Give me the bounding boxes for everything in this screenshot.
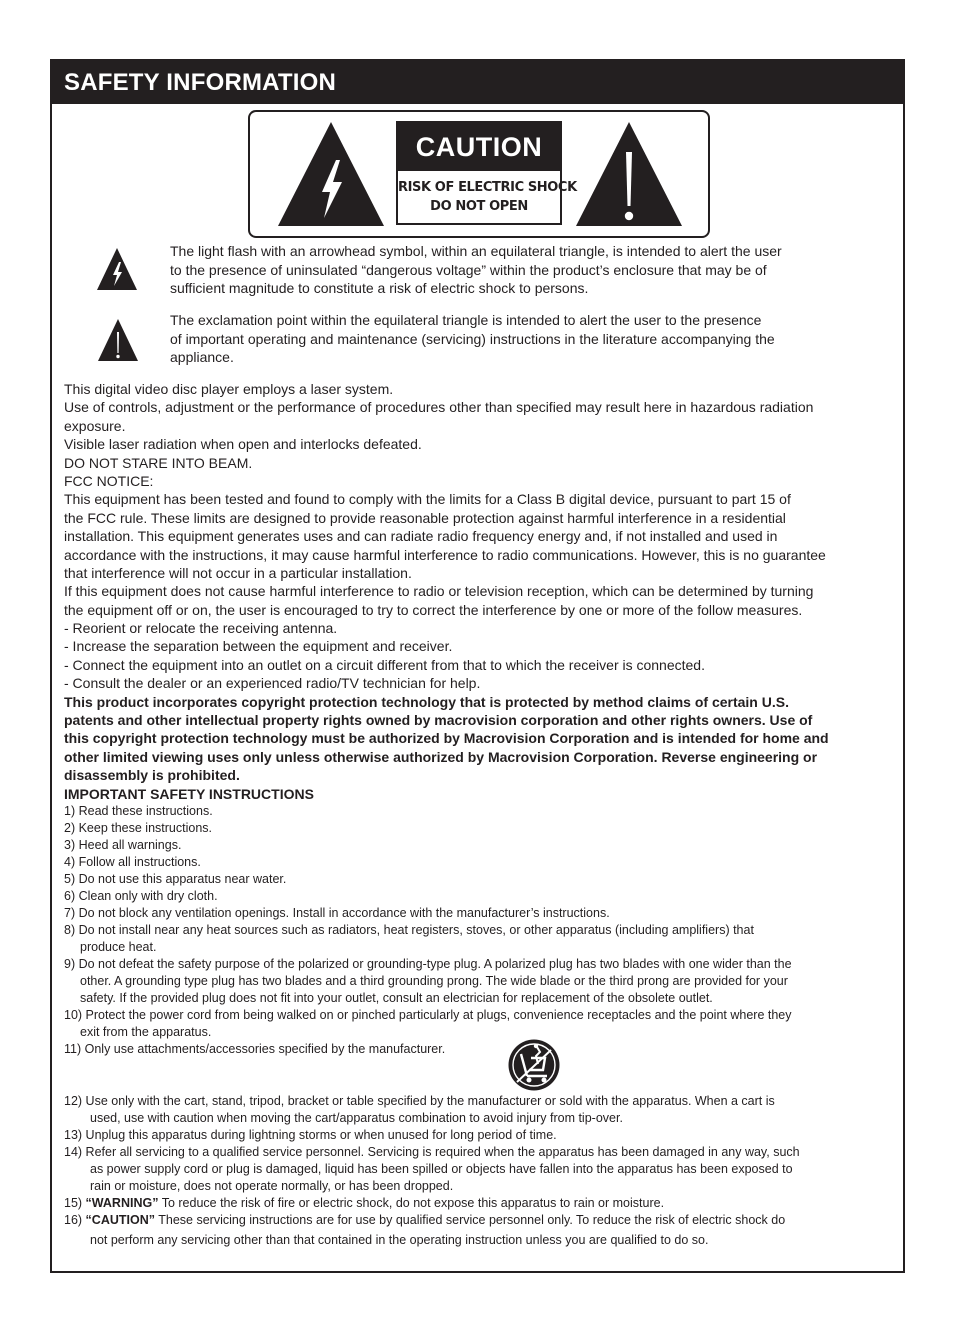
list-item: 9) Do not defeat the safety purpose of the polarized or grounding-type plug. A polarized plug has two blades with one wider than the [64,956,792,971]
list-item-continuation: as power supply cord or plug is damaged, liquid has been spilled or objects have fallen into the apparatus has been exposed to [90,1161,793,1176]
safety-information-panel [50,59,905,1273]
list-item [64,1195,904,1212]
text-line: installation. This equipment generates uses and can radiate radio frequency energy and, if not installed and used in [64,528,778,545]
spacer [64,1058,904,1093]
list-item: 2) Keep these instructions. [64,820,212,835]
item-text: These servicing instructions are for use by qualified service personnel only. To reduce the risk of electric shock do [155,1212,786,1227]
text-line: the equipment off or on, the user is encouraged to try to correct the interference by one or more of the follow measures. [64,601,803,618]
safety-body-text [64,380,904,1249]
list-item: 8) Do not install near any heat sources such as radiators, heat registers, stoves, or other apparatus (including amplifiers) that [64,922,754,937]
warning-keyword: “WARNING” [85,1195,159,1210]
text-line: sufficient magnitude to constitute a risk of electric shock to persons. [170,280,589,296]
list-item: 10) Protect the power cord from being walked on or pinched particularly at plugs, convenience receptacles and the point where they [64,1007,792,1022]
caution-title: CAUTION [398,123,560,171]
item-text: To reduce the risk of fire or electric shock, do not expose this apparatus to rain or moisture. [158,1195,665,1210]
section-header [52,61,903,104]
text-line: If this equipment does not cause harmful interference to radio or television reception, which can be determined by turning [64,583,814,600]
text-line: DO NOT STARE INTO BEAM. [64,454,253,471]
list-item: 13) Unplug this apparatus during lightning storms or when unused for long period of time. [64,1127,557,1142]
list-item: 1) Read these instructions. [64,803,213,818]
section-title: SAFETY INFORMATION [64,69,337,96]
caution-subtitle-line: DO NOT OPEN [430,199,528,214]
text-line: The light flash with an arrowhead symbol, within an equilateral triangle, is intended to alert the user [170,243,782,259]
list-item-continuation: not perform any servicing other than that contained in the operating instruction unless you are qualified to do so. [90,1232,709,1247]
text-line: the FCC rule. These limits are designed to provide reasonable protection against harmful interference in a residential [64,509,786,526]
caution-label-panel [396,121,577,225]
cart-warning-icon [507,1038,561,1092]
list-item: 4) Follow all instructions. [64,854,201,869]
exclamation-symbol-description [170,311,870,367]
lightning-triangle-icon [276,120,386,228]
text-line: FCC NOTICE: [64,472,154,489]
lightning-symbol-description [170,242,870,298]
item-number: 16) [64,1212,86,1227]
list-item-continuation: exit from the apparatus. [80,1024,212,1039]
list-item-continuation: rain or moisture, does not operate normally, or has been dropped. [90,1178,454,1193]
text-line: this copyright protection technology must be authorized by Macrovision Corporation and is intended for home and [64,730,829,747]
text-line: of important operating and maintenance (servicing) instructions in the literature accompanying the [170,330,775,347]
lightning-triangle-icon [96,247,138,291]
list-item: 14) Refer all servicing to a qualified service personnel. Servicing is required when the apparatus has been damaged in any way, such [64,1144,800,1159]
caution-keyword: “CAUTION” [85,1212,155,1227]
text-line: This equipment has been tested and found to comply with the limits for a Class B digital device, pursuant to part 15 of [64,491,791,508]
text-line: This digital video disc player employs a laser system. [64,381,394,397]
text-line: appliance. [170,349,234,365]
text-line: exposure. [64,417,126,434]
list-item: - Increase the separation between the equipment and receiver. [64,638,453,655]
text-line: This product incorporates copyright protection technology that is protected by method claims of certain U.S. [64,693,789,710]
item-number: 15) [64,1195,86,1210]
list-item: 5) Do not use this apparatus near water. [64,871,287,886]
caution-warning-label [248,110,710,238]
caution-subtitle-line: RISK OF ELECTRIC SHOCK [398,180,577,195]
caution-subtitle [398,178,577,216]
list-item-continuation: other. A grounding type plug has two blades and a third grounding prong. The wide blade or the third prong are provided for your [80,973,788,988]
list-item-continuation: used, use with caution when moving the cart/apparatus combination to avoid injury from tip-over. [90,1110,623,1125]
list-item: 12) Use only with the cart, stand, tripod, bracket or table specified by the manufacturer or sold with the apparatus. When a cart is [64,1093,775,1108]
list-item: - Reorient or relocate the receiving antenna. [64,620,338,637]
list-item: 6) Clean only with dry cloth. [64,888,218,903]
list-item: 3) Heed all warnings. [64,837,182,852]
list-item-continuation: safety. If the provided plug does not fit into your outlet, consult an electrician for replacement of the obsolete outlet. [80,990,713,1005]
list-item-continuation: produce heat. [80,939,157,954]
list-item: - Connect the equipment into an outlet on a circuit different from that to which the receiver is connected. [64,656,705,673]
list-item: 11) Only use attachments/accessories specified by the manufacturer. [64,1041,446,1056]
text-line: Use of controls, adjustment or the performance of procedures other than specified may result here in hazardous radiation [64,399,814,416]
list-item: - Consult the dealer or an experienced radio/TV technician for help. [64,675,481,692]
exclamation-triangle-icon [97,318,139,362]
text-line: Visible laser radiation when open and interlocks defeated. [64,436,422,453]
text-line: that interference will not occur in a particular installation. [64,564,412,581]
text-line: The exclamation point within the equilateral triangle is intended to alert the user to the presence [170,312,762,328]
text-line: disassembly is prohibited. [64,767,240,784]
text-line: to the presence of uninsulated “dangerous voltage” within the product’s enclosure that may be of [170,261,767,278]
text-line: accordance with the instructions, it may cause harmful interference to radio communications. However, this is no guarantee [64,546,826,563]
instructions-heading: IMPORTANT SAFETY INSTRUCTIONS [64,785,314,802]
text-line: patents and other intellectual property rights owned by macrovision corporation and other rights owners. Use of [64,712,813,729]
text-line: other limited viewing uses only unless otherwise authorized by Macrovision Corporation. Reverse engineering or [64,748,818,765]
list-item [64,1212,904,1229]
list-item: 7) Do not block any ventilation openings. Install in accordance with the manufacturer’s instructions. [64,905,610,920]
exclamation-triangle-icon [574,120,684,228]
